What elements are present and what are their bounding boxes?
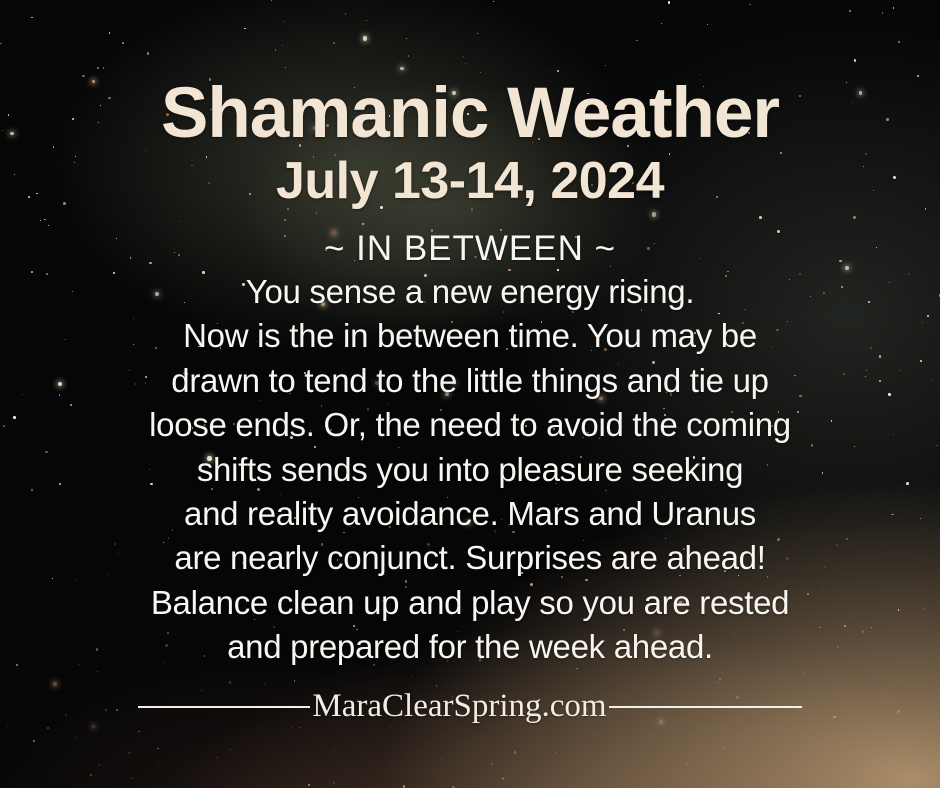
body-line: shifts sends you into pleasure seeking — [196, 450, 744, 488]
website-url: MaraClearSpring.com — [312, 688, 607, 724]
body-line: and prepared for the week ahead. — [227, 628, 713, 666]
body-line: You sense a new energy rising. — [245, 273, 695, 310]
body-line: and reality avoidance. Mars and Uranus — [184, 495, 756, 533]
divider-line-right — [609, 706, 802, 708]
body-line: Balance clean up and play so you are rested — [150, 583, 790, 621]
page-title: Shamanic Weather — [161, 74, 779, 153]
footer-row — [134, 690, 806, 723]
body-line: drawn to tend to the little things and tie up — [171, 361, 769, 399]
date-subtitle: July 13-14, 2024 — [275, 152, 665, 210]
body-line: are nearly conjunct. Surprises are ahead! — [174, 539, 766, 577]
body-text — [0, 270, 940, 670]
body-line: loose ends. Or, the need to avoid the coming — [149, 406, 791, 444]
divider-line-left — [138, 706, 310, 708]
section-heading: ~ IN BETWEEN ~ — [323, 229, 617, 268]
body-line: Now is the in between time. You may be — [183, 317, 757, 355]
